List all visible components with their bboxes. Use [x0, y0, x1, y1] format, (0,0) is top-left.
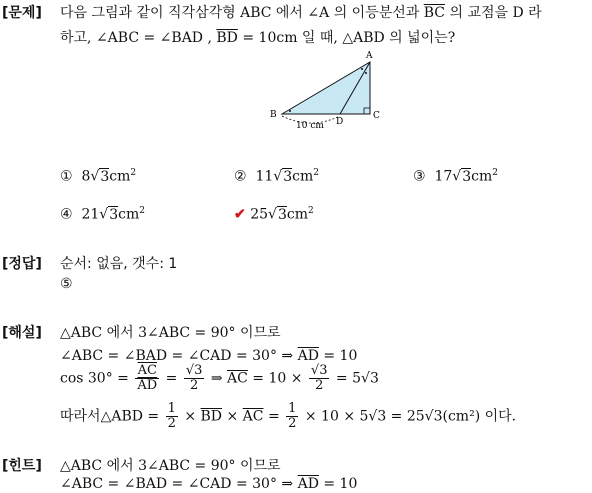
option-1-rad: 3 [100, 168, 110, 185]
problem-text-2: 하고, ∠ABC = ∠BAD , $\overline{BD} = 10cm$ 일 때, △ABD 의 넓이는? [60, 30, 456, 46]
frac-ac: $\overline{AC}$ [135, 364, 159, 379]
frac-ad: AD [137, 378, 158, 393]
label-c: C [373, 111, 380, 121]
problem-line-2 [60, 27, 455, 47]
option-1-num: ① [60, 168, 73, 185]
explanation-line-4 [60, 402, 516, 431]
frac-half-den: 2 [167, 416, 176, 431]
hint-line-1: △ABC 에서 3∠ABC = 90° 이므로 [60, 458, 281, 474]
frac-root3-2 [184, 364, 205, 393]
option-1[interactable]: ① $8√3cm^2$ [60, 168, 137, 185]
frac-root3-b: √3 [310, 363, 328, 378]
option-1-coef: 8 [81, 168, 91, 185]
area-bd: $\overline{BD}$ [200, 408, 223, 425]
problem-tag: [문제] [2, 5, 42, 21]
answer-line-1: 순서: 없음, 갯수: 1 [60, 256, 178, 272]
frac-half-b [286, 402, 298, 431]
hint-tag: [힌트] [2, 458, 42, 474]
cos-times: = 10 × [247, 370, 307, 387]
frac-half [166, 402, 178, 431]
frac-half-b-den: 2 [288, 416, 297, 431]
option-3-unit: cm [471, 168, 493, 185]
hint-line-2 [60, 476, 357, 492]
explanation-line-2 [60, 348, 357, 364]
option-1-exp: 2 [130, 168, 137, 178]
checkmark-icon: ✔ [234, 206, 246, 223]
problem-text-1: 다음 그림과 같이 직각삼각형 ABC 에서 ∠A 의 이등분선과 $\overline{BC}$ 의 교점을 D 라 [60, 5, 542, 21]
answer-line-2: ⑤ [60, 276, 73, 292]
angle-mark-a1 [361, 68, 363, 70]
angle-mark-a2 [365, 72, 367, 74]
label-b: B [270, 110, 277, 120]
option-4[interactable]: ④ $21√3cm^2$ [60, 206, 145, 223]
option-5-exp: 2 [307, 206, 314, 216]
area-ac: $\overline{AC}$ [242, 408, 264, 425]
option-2-coef: 11 [255, 168, 274, 185]
area-times-1: × [179, 408, 201, 425]
frac-two-b: 2 [315, 378, 324, 393]
option-5-rad: 3 [277, 206, 287, 223]
option-3-rad: 3 [462, 168, 472, 185]
cos-implies: ⇒ [206, 370, 228, 387]
label-a: A [366, 51, 373, 61]
cos-eq: = [161, 370, 182, 387]
option-4-rad: 3 [109, 206, 119, 223]
area-prefix: 따라서△ABD = [60, 408, 164, 425]
triangle-figure [262, 48, 388, 132]
cos-ac: $\overline{AC}$ [227, 370, 248, 387]
label-length: 10 cm [296, 121, 324, 131]
option-4-unit: cm [118, 206, 140, 223]
explanation-line-2-a: ∠ABC = ∠BAD = ∠CAD = 30° ⇒ [60, 348, 298, 364]
option-5-unit: cm [286, 206, 308, 223]
option-1-unit: cm [109, 168, 131, 185]
area-result: × 10 × 5√3 = 25√3(cm²) 이다. [300, 408, 517, 425]
area-eq: = [263, 408, 285, 425]
option-4-exp: 2 [139, 206, 145, 216]
option-3-coef: 17 [434, 168, 453, 185]
frac-half-b-num: 1 [288, 401, 297, 416]
option-4-coef: 21 [81, 206, 100, 223]
explanation-line-1: △ABC 에서 3∠ABC = 90° 이므로 [60, 325, 281, 341]
cos-prefix: cos 30° = [60, 370, 134, 387]
option-4-num: ④ [60, 206, 73, 223]
explanation-line-2-b: $\overline{AD}$ [297, 348, 319, 364]
option-3-exp: 2 [492, 168, 498, 178]
explanation-tag: [해설] [2, 325, 42, 341]
option-2-rad: 3 [283, 168, 293, 185]
hint-line-2-c: = 10 [318, 476, 358, 492]
explanation-line-2-c: = 10 [318, 348, 358, 364]
option-5[interactable]: ✔ $25√3cm^2$ [234, 206, 314, 223]
frac-half-num: 1 [167, 401, 176, 416]
explanation-line-3 [60, 364, 379, 393]
frac-root3: √3 [185, 363, 203, 378]
frac-root3-2-b [309, 364, 330, 393]
frac-ac-ad [135, 364, 159, 393]
problem-line-1 [60, 2, 542, 22]
angle-mark-b [289, 110, 291, 112]
hint-line-2-b: $\overline{AD}$ [297, 476, 319, 492]
option-2-unit: cm [292, 168, 314, 185]
frac-two: 2 [189, 378, 199, 393]
triangle-abc [282, 62, 370, 114]
label-d: D [336, 117, 344, 127]
option-3[interactable]: ③ $17√3cm^2$ [413, 168, 498, 185]
option-2[interactable]: ② $11√3cm^2$ [234, 168, 319, 185]
area-times-2: × [222, 408, 243, 425]
answer-tag: [정답] [2, 256, 42, 272]
hint-line-2-a: ∠ABC = ∠BAD = ∠CAD = 30° ⇒ [60, 476, 298, 492]
cos-result: = 5√3 [331, 370, 379, 387]
option-5-coef: 25 [250, 206, 269, 223]
option-2-exp: 2 [313, 168, 319, 178]
option-3-num: ③ [413, 168, 426, 185]
option-2-num: ② [234, 168, 247, 185]
